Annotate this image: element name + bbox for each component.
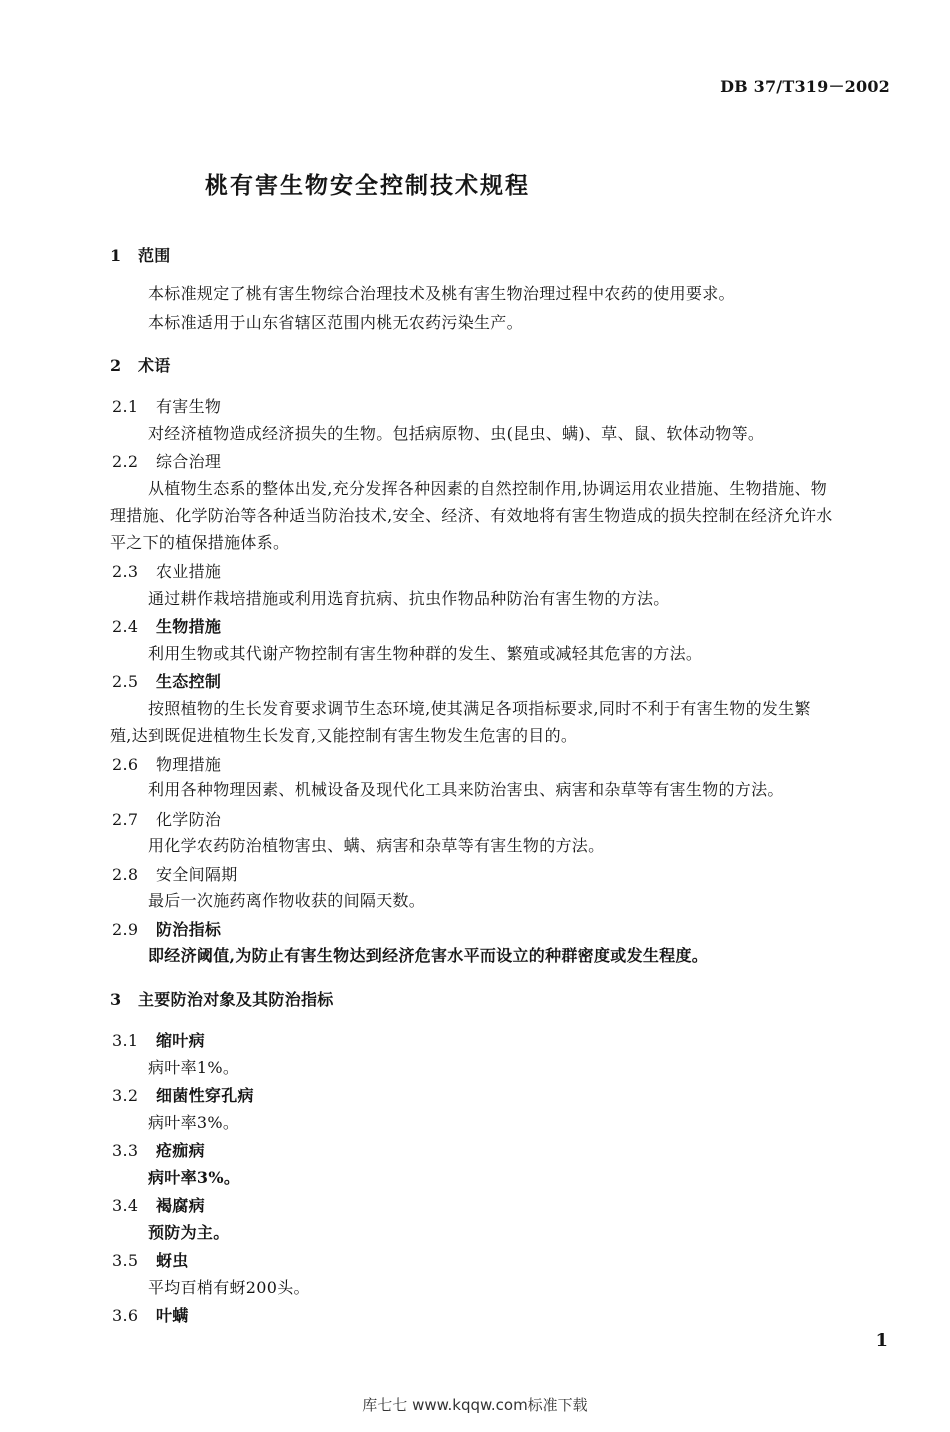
item-title: 叶螨 bbox=[156, 1306, 189, 1325]
section-title: 主要防治对象及其防治指标 bbox=[138, 990, 334, 1009]
term-heading-2-9 bbox=[112, 917, 221, 940]
term-number: 2.7 bbox=[112, 810, 139, 829]
term-heading-2-2 bbox=[112, 449, 221, 472]
term-definition: 理措施、化学防治等各种适当防治技术,安全、经济、有效地将有害生物造成的损失控制在经济允许水 bbox=[110, 506, 833, 525]
term-definition: 利用各种物理因素、机械设备及现代化工具来防治害虫、病害和杂草等有害生物的方法。 bbox=[148, 780, 784, 799]
item-indicator: 预防为主。 bbox=[148, 1223, 230, 1242]
term-definition: 最后一次施药离作物收获的间隔天数。 bbox=[148, 891, 426, 910]
section-number: 3 bbox=[110, 990, 122, 1009]
item-indicator: 病叶率3%。 bbox=[148, 1168, 241, 1187]
item-indicator: 平均百梢有蚜200头。 bbox=[148, 1278, 310, 1297]
term-number: 2.6 bbox=[112, 755, 139, 774]
term-title: 化学防治 bbox=[156, 810, 222, 829]
section-title: 术语 bbox=[138, 356, 171, 375]
term-title: 安全间隔期 bbox=[156, 865, 238, 884]
term-title: 农业措施 bbox=[156, 562, 222, 581]
item-indicator: 病叶率3%。 bbox=[148, 1113, 240, 1132]
term-title: 防治指标 bbox=[156, 920, 222, 939]
term-heading-2-1 bbox=[112, 394, 221, 417]
item-heading-3-5 bbox=[112, 1248, 189, 1271]
term-definition: 用化学农药防治植物害虫、螨、病害和杂草等有害生物的方法。 bbox=[148, 836, 605, 855]
document-title: 桃有害生物安全控制技术规程 bbox=[205, 172, 530, 199]
term-title: 物理措施 bbox=[156, 755, 222, 774]
item-heading-3-3 bbox=[112, 1138, 205, 1161]
term-title: 综合治理 bbox=[156, 452, 222, 471]
section-heading-1 bbox=[110, 243, 171, 266]
term-definition: 平之下的植保措施体系。 bbox=[110, 533, 290, 552]
term-definition: 通过耕作栽培措施或利用选育抗病、抗虫作物品种防治有害生物的方法。 bbox=[148, 589, 670, 608]
term-title: 生态控制 bbox=[156, 672, 222, 691]
term-title: 生物措施 bbox=[156, 617, 222, 636]
term-heading-2-3 bbox=[112, 559, 221, 582]
paragraph: 本标准适用于山东省辖区范围内桃无农药污染生产。 bbox=[148, 313, 523, 332]
item-number: 3.5 bbox=[112, 1251, 139, 1270]
item-heading-3-4 bbox=[112, 1193, 205, 1216]
item-title: 细菌性穿孔病 bbox=[156, 1086, 254, 1105]
term-heading-2-4 bbox=[112, 614, 221, 637]
section-number: 2 bbox=[110, 356, 122, 375]
item-number: 3.4 bbox=[112, 1196, 139, 1215]
term-number: 2.9 bbox=[112, 920, 139, 939]
item-number: 3.2 bbox=[112, 1086, 139, 1105]
term-number: 2.8 bbox=[112, 865, 139, 884]
section-heading-2 bbox=[110, 353, 171, 376]
term-number: 2.5 bbox=[112, 672, 139, 691]
term-definition: 利用生物或其代谢产物控制有害生物种群的发生、繁殖或减轻其危害的方法。 bbox=[148, 644, 703, 663]
item-number: 3.3 bbox=[112, 1141, 139, 1160]
term-definition: 从植物生态系的整体出发,充分发挥各种因素的自然控制作用,协调运用农业措施、生物措施、物 bbox=[148, 479, 828, 498]
item-title: 蚜虫 bbox=[156, 1251, 189, 1270]
term-number: 2.1 bbox=[112, 397, 139, 416]
section-title: 范围 bbox=[138, 246, 171, 265]
term-heading-2-5 bbox=[112, 669, 221, 692]
term-definition: 对经济植物造成经济损失的生物。包括病原物、虫(昆虫、螨)、草、鼠、软体动物等。 bbox=[148, 424, 765, 443]
term-title: 有害生物 bbox=[156, 397, 222, 416]
item-title: 疮痂病 bbox=[156, 1141, 205, 1160]
term-number: 2.3 bbox=[112, 562, 139, 581]
term-number: 2.2 bbox=[112, 452, 139, 471]
standard-code: DB 37/T319－2002 bbox=[720, 77, 890, 96]
term-heading-2-7 bbox=[112, 807, 221, 830]
term-heading-2-8 bbox=[112, 862, 238, 885]
item-indicator: 病叶率1%。 bbox=[148, 1058, 240, 1077]
item-heading-3-1 bbox=[112, 1028, 205, 1051]
item-title: 缩叶病 bbox=[156, 1031, 205, 1050]
term-heading-2-6 bbox=[112, 752, 221, 775]
term-definition: 按照植物的生长发育要求调节生态环境,使其满足各项指标要求,同时不利于有害生物的发生繁 bbox=[148, 699, 811, 718]
item-heading-3-2 bbox=[112, 1083, 254, 1106]
section-number: 1 bbox=[110, 246, 122, 265]
page-number: 1 bbox=[875, 1330, 888, 1351]
item-number: 3.6 bbox=[112, 1306, 139, 1325]
watermark-footer: 库七七 www.kqqw.com标准下载 bbox=[362, 1396, 588, 1414]
item-number: 3.1 bbox=[112, 1031, 139, 1050]
section-heading-3 bbox=[110, 987, 334, 1010]
item-title: 褐腐病 bbox=[156, 1196, 205, 1215]
term-definition: 即经济阈值,为防止有害生物达到经济危害水平而设立的种群密度或发生程度。 bbox=[148, 946, 709, 965]
paragraph: 本标准规定了桃有害生物综合治理技术及桃有害生物治理过程中农药的使用要求。 bbox=[148, 284, 735, 303]
term-definition: 殖,达到既促进植物生长发育,又能控制有害生物发生危害的目的。 bbox=[110, 726, 578, 745]
item-heading-3-6 bbox=[112, 1303, 189, 1326]
term-number: 2.4 bbox=[112, 617, 139, 636]
